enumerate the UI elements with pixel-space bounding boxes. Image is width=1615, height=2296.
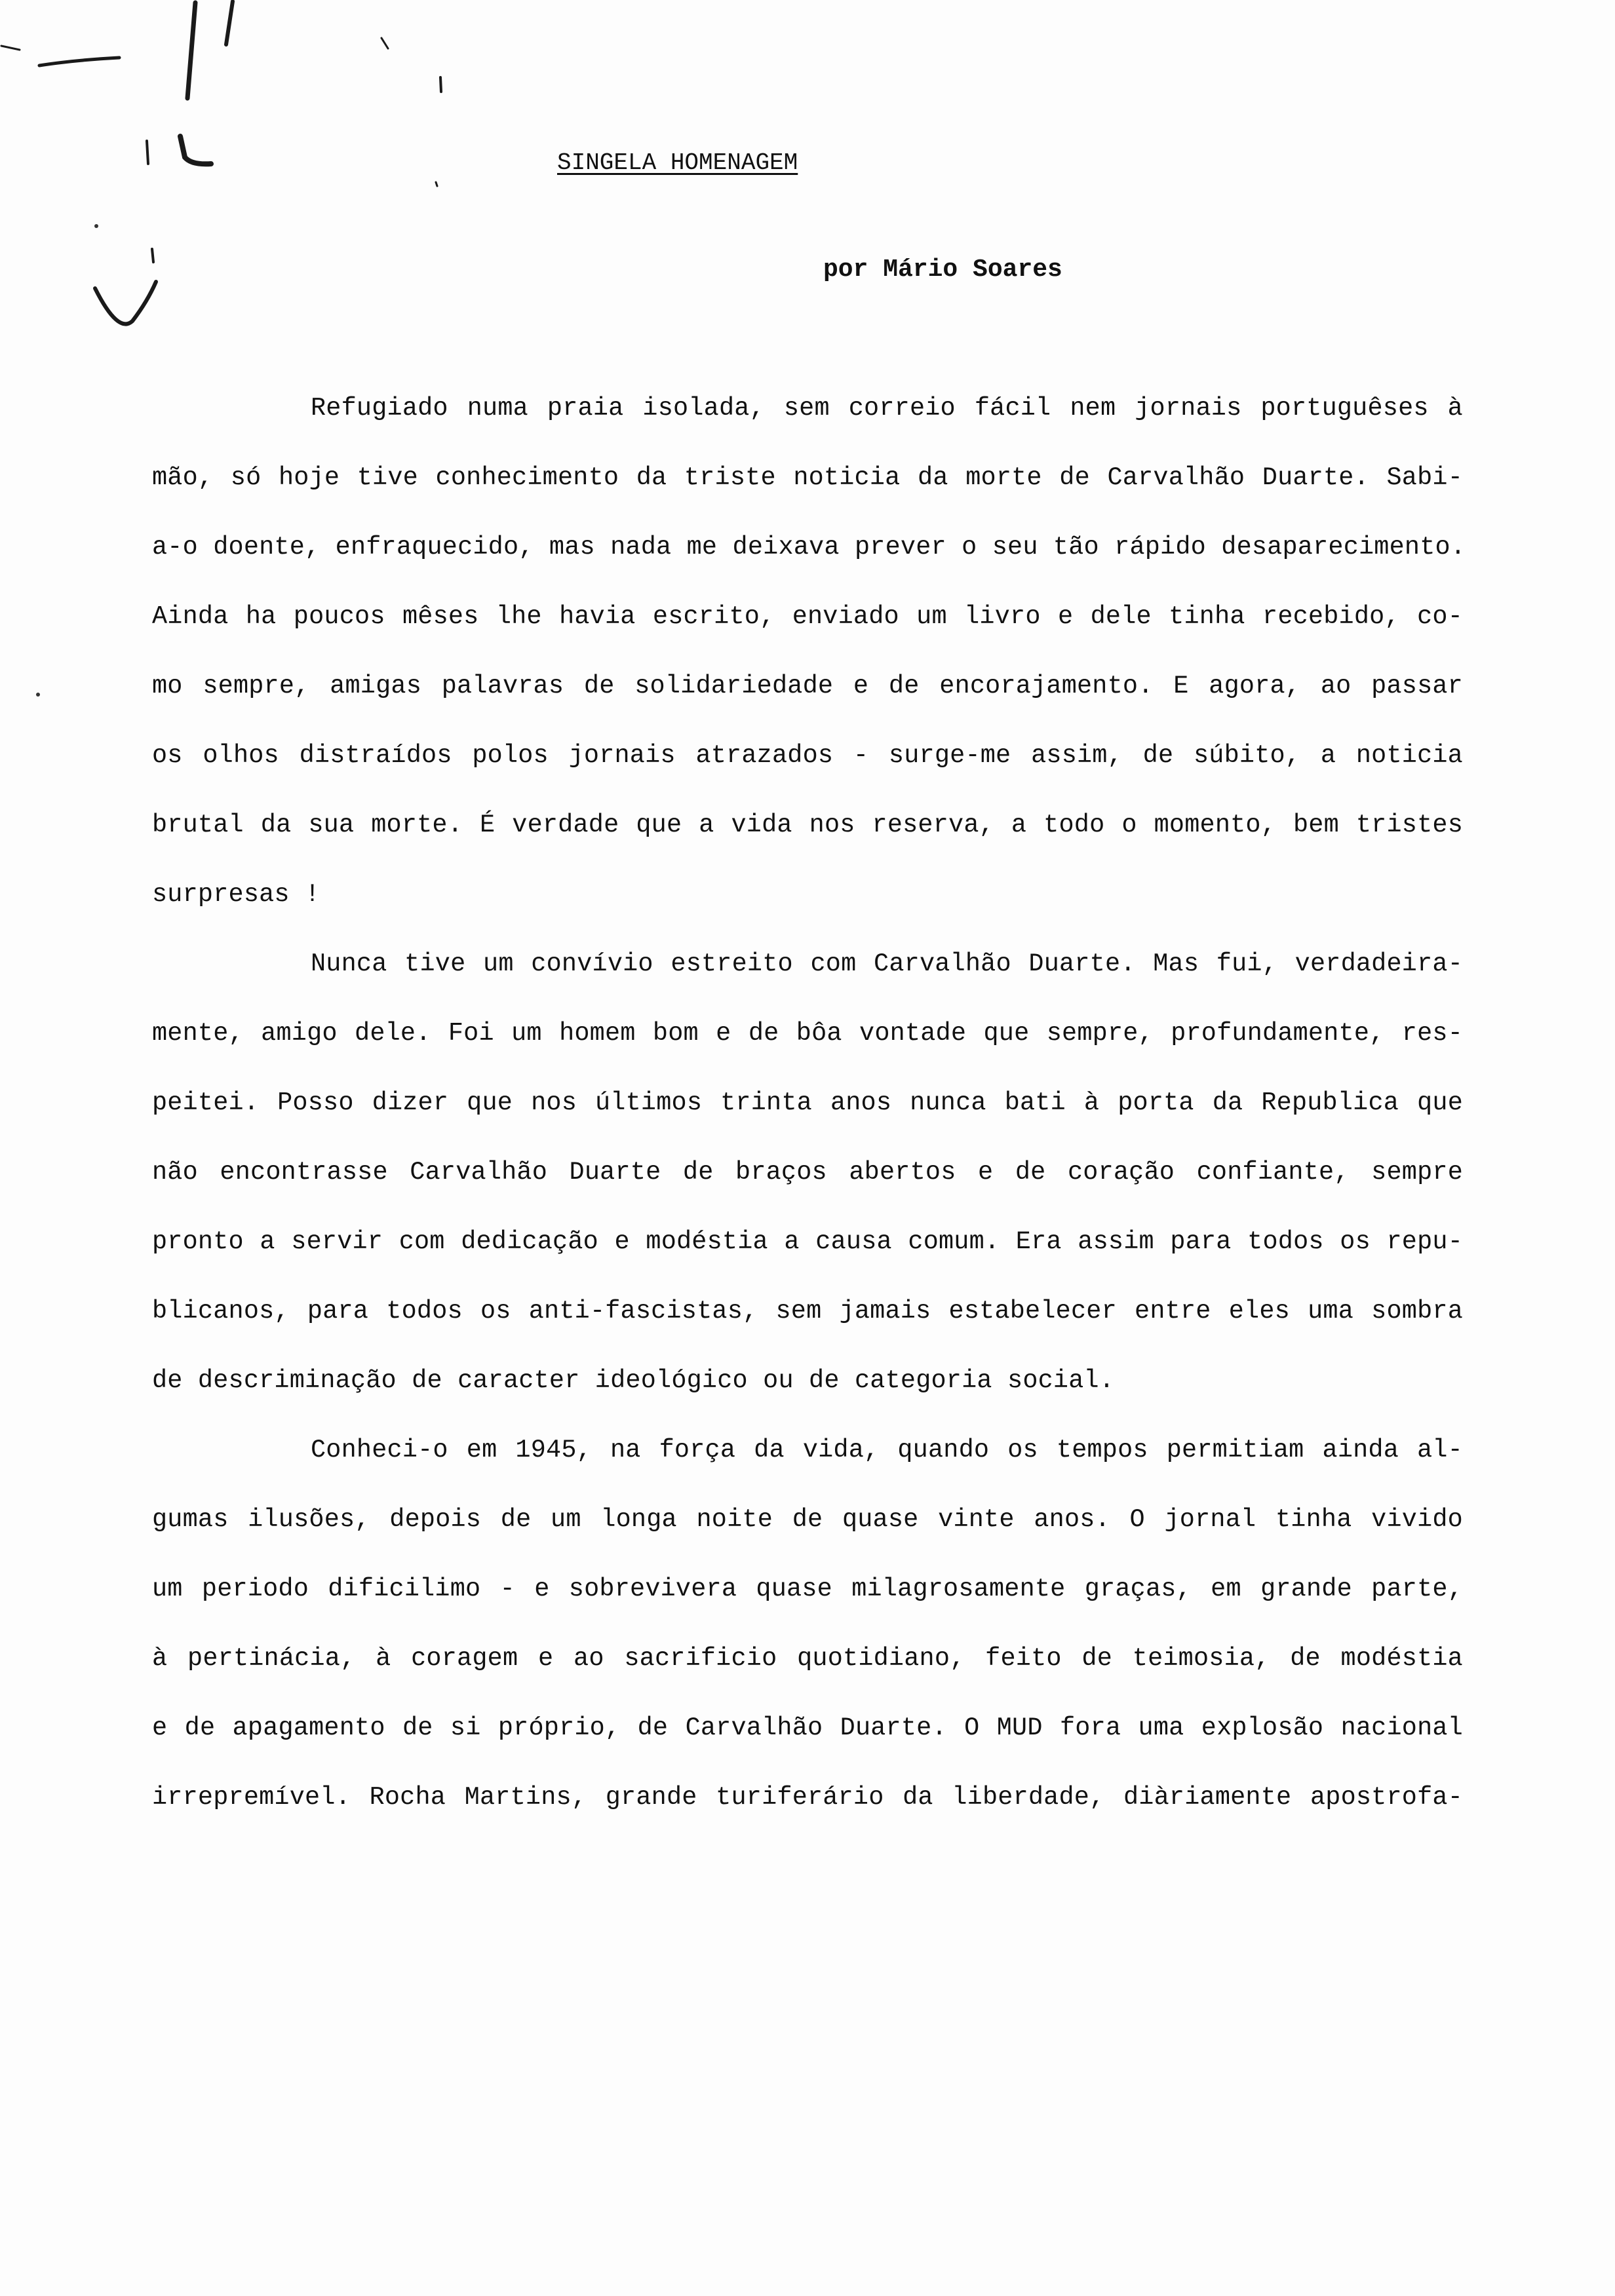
paragraph-line: gumas ilusões, depois de um longa noite de quase vinte anos. O jornal tinha vivido xyxy=(152,1505,1463,1534)
paragraph-line: Ainda ha poucos mêses lhe havia escrito, enviado um livro e dele tinha recebido, co- xyxy=(152,602,1463,631)
paragraph-line: Refugiado numa praia isolada, sem correio fácil nem jornais portuguêses à xyxy=(311,394,1463,423)
paragraph-line: a-o doente, enfraquecido, mas nada me deixava prever o seu tão rápido desaparecimento. xyxy=(152,533,1466,562)
paragraph-line: à pertinácia, à coragem e ao sacrificio quotidiano, feito de teimosia, de modéstia xyxy=(152,1644,1463,1673)
paragraph-line: mente, amigo dele. Foi um homem bom e de bôa vontade que sempre, profundamente, res- xyxy=(152,1019,1463,1048)
paragraph-line: irrepremível. Rocha Martins, grande turiferário da liberdade, diàriamente apostrofa- xyxy=(152,1783,1463,1812)
paragraph-line: mo sempre, amigas palavras de solidariedade e de encorajamento. E agora, ao passar xyxy=(152,672,1463,700)
document-title: SINGELA HOMENAGEM xyxy=(557,149,798,176)
paragraph-line: Nunca tive um convívio estreito com Carvalhão Duarte. Mas fui, verdadeira- xyxy=(311,949,1463,978)
paragraph-line: os olhos distraídos polos jornais atrazados - surge-me assim, de súbito, a noticia xyxy=(152,741,1463,770)
paragraph-line: de descriminação de caracter ideológico ou de categoria social. xyxy=(152,1366,1115,1395)
paragraph-line: um periodo dificilimo - e sobrevivera quase milagrosamente graças, em grande parte, xyxy=(152,1575,1463,1603)
paragraph-line: pronto a servir com dedicação e modéstia a causa comum. Era assim para todos os repu- xyxy=(152,1227,1463,1256)
paragraph-line: Conheci-o em 1945, na força da vida, quando os tempos permitiam ainda al- xyxy=(311,1436,1463,1464)
paragraph-line: peitei. Posso dizer que nos últimos trinta anos nunca bati à porta da Republica que xyxy=(152,1088,1463,1117)
paragraph-line: mão, só hoje tive conhecimento da triste noticia da morte de Carvalhão Duarte. Sabi- xyxy=(152,463,1463,492)
paragraph-line: brutal da sua morte. É verdade que a vida nos reserva, a todo o momento, bem tristes xyxy=(152,811,1463,839)
paragraph-line: não encontrasse Carvalhão Duarte de braços abertos e de coração confiante, sempre xyxy=(152,1158,1463,1187)
paragraph-line: blicanos, para todos os anti-fascistas, sem jamais estabelecer entre eles uma sombra xyxy=(152,1297,1463,1326)
document-byline: por Mário Soares xyxy=(823,256,1062,284)
paragraph-line: surpresas ! xyxy=(152,880,321,909)
paragraph-line: e de apagamento de si próprio, de Carvalhão Duarte. O MUD fora uma explosão nacional xyxy=(152,1713,1463,1742)
